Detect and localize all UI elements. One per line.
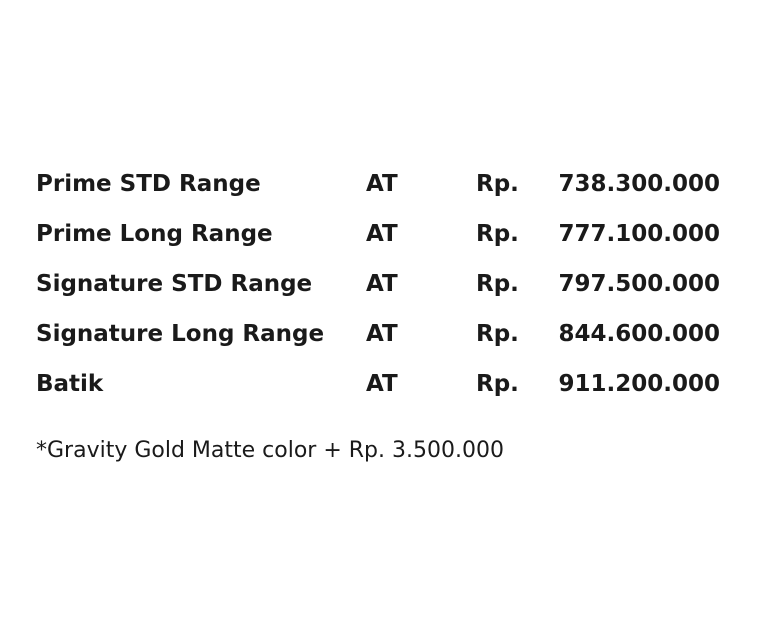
- currency-label: Rp.: [476, 371, 519, 397]
- variant-name: Signature STD Range: [36, 271, 313, 297]
- price-amount: 797.500.000: [558, 271, 720, 297]
- price-amount: 844.600.000: [558, 321, 720, 347]
- transmission-type: AT: [366, 221, 398, 247]
- transmission-type: AT: [366, 171, 398, 197]
- currency-label: Rp.: [476, 221, 519, 247]
- currency-label: Rp.: [476, 271, 519, 297]
- price-row-signature-std: [36, 266, 726, 316]
- price-row-prime-std: [36, 166, 726, 216]
- transmission-type: AT: [366, 321, 398, 347]
- variant-name: Signature Long Range: [36, 321, 325, 347]
- transmission-type: AT: [366, 271, 398, 297]
- price-amount: 911.200.000: [558, 371, 720, 397]
- price-row-signature-long: [36, 316, 726, 366]
- variant-name: Prime Long Range: [36, 221, 273, 247]
- price-row-prime-long: [36, 216, 726, 266]
- price-list: [36, 166, 726, 416]
- currency-label: Rp.: [476, 171, 519, 197]
- price-amount: 738.300.000: [558, 171, 720, 197]
- price-amount: 777.100.000: [558, 221, 720, 247]
- transmission-type: AT: [366, 371, 398, 397]
- price-row-batik: [36, 366, 726, 416]
- currency-label: Rp.: [476, 321, 519, 347]
- variant-name: Prime STD Range: [36, 171, 261, 197]
- variant-name: Batik: [36, 371, 104, 397]
- color-surcharge-footnote: *Gravity Gold Matte color + Rp. 3.500.000: [36, 438, 504, 463]
